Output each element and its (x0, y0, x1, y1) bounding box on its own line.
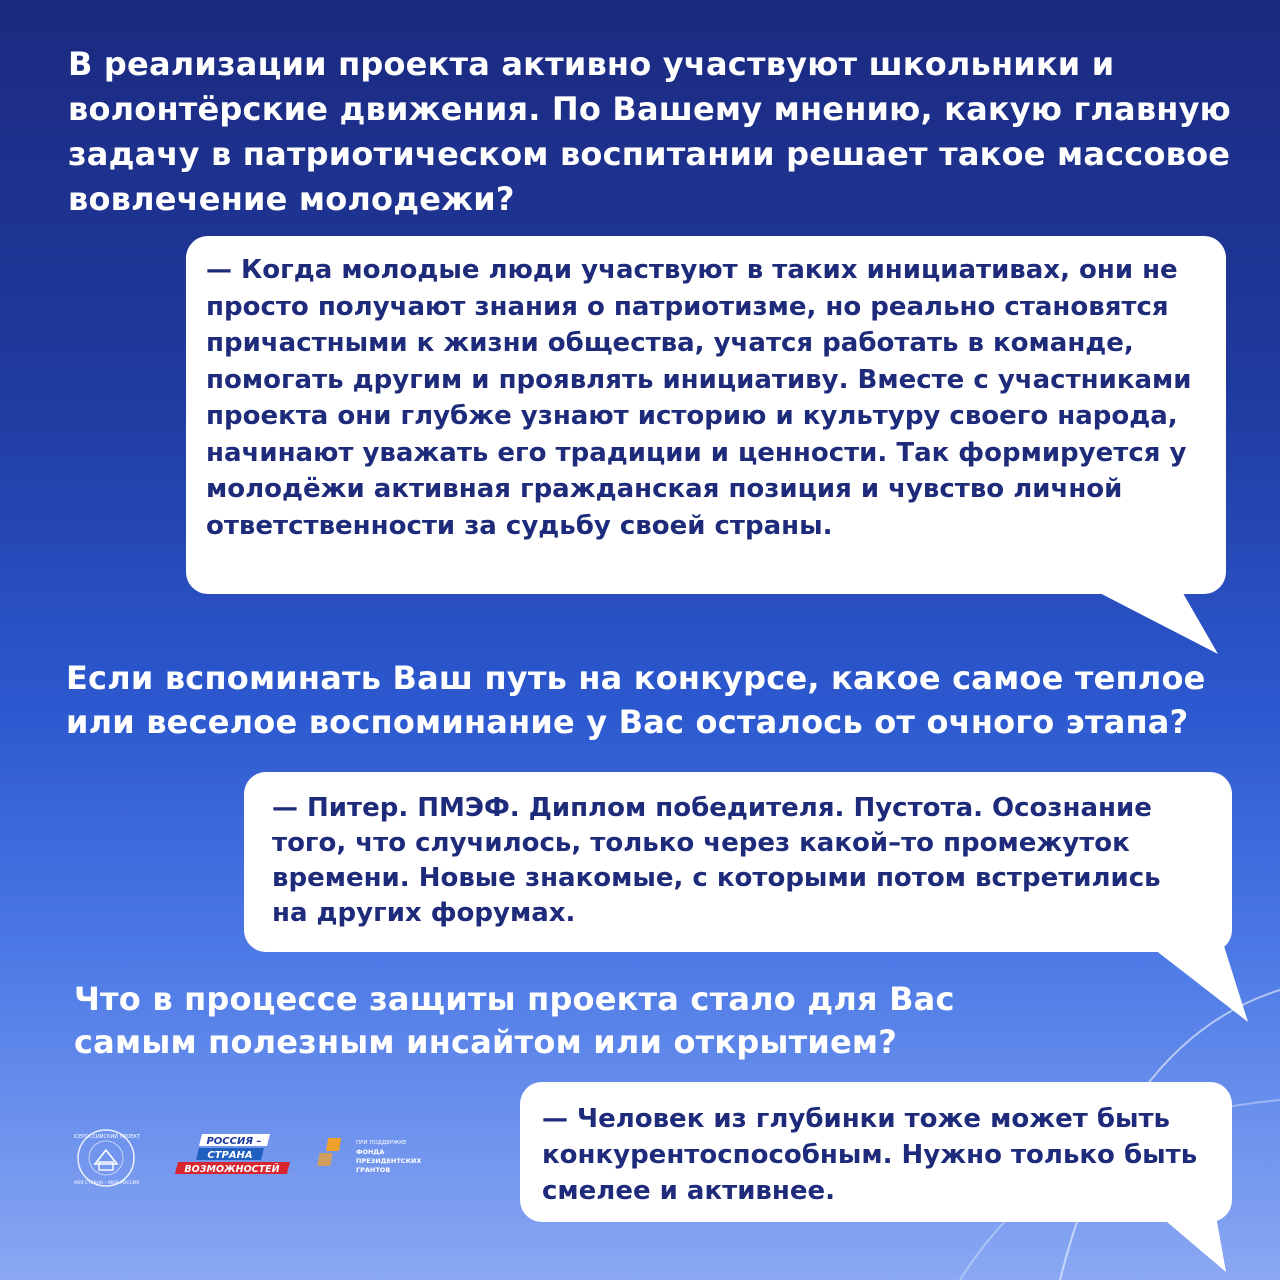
project-ring-bottom: МОЯ СТРАНА – МОЯ РОССИЯ (74, 1181, 140, 1186)
answer-bubble-2-tail (1150, 946, 1250, 1026)
answer-bubble-3 (520, 1082, 1232, 1222)
answer-1-text: — Когда молодые люди участвуют в таких инициативах, они не просто получают знания о патриотизме, но реально становятся причастными к жизни общества, учатся работать в команде, помогать другим и проявлять инициативу. Вместе с участниками проекта они глубже узнают историю и культуру своего народа, начинают уважать его традиции и ценности. Так формируется у молодёжи активная гражданская позиция и чувство личной ответственности за судьбу своей страны. (206, 255, 1192, 541)
grants-line-3: ПРЕЗИДЕНТСКИХ (356, 1157, 422, 1165)
answer-bubble-2 (244, 772, 1232, 952)
project-emblem-logo (74, 1130, 141, 1186)
answer-bubble-1 (186, 236, 1226, 594)
project-ring-top: ВСЕРОССИЙСКИЙ ПРОЕКТ (74, 1134, 141, 1140)
partner-logos (74, 1128, 454, 1188)
grants-line-1: ПРИ ПОДДЕРЖКЕ (356, 1140, 407, 1146)
answer-bubble-3-tail (1160, 1216, 1230, 1276)
grants-line-2: ФОНДА (356, 1148, 385, 1156)
rsv-line-2: СТРАНА (207, 1150, 253, 1161)
grants-line-4: ГРАНТОВ (356, 1166, 391, 1174)
answer-3-text: — Человек из глубинки тоже может быть конкурентоспособным. Нужно только быть смелее и активнее. (542, 1104, 1198, 1206)
answer-2-text: — Питер. ПМЭФ. Диплом победителя. Пустота. Осознание того, что случилось, только через какой–то промежуток времени. Новые знакомые, с которыми потом встретились на других форумах. (272, 793, 1161, 928)
logo-strip (74, 1128, 454, 1188)
answer-bubble-1-tail (1090, 588, 1220, 658)
rsv-line-3: ВОЗМОЖНОСТЕЙ (184, 1164, 280, 1175)
rsv-line-1: РОССИЯ – (206, 1136, 262, 1147)
grants-fund-logo (317, 1138, 421, 1174)
rsv-logo (175, 1134, 290, 1175)
question-2: Если вспоминать Ваш путь на конкурсе, какое самое теплое или веселое воспоминание у Вас осталось от очного этапа? (66, 659, 1206, 741)
question-3: Что в процессе защиты проекта стало для Вас самым полезным инсайтом или открытием? (74, 980, 955, 1061)
question-1: В реализации проекта активно участвуют школьники и волонтёрские движения. По Вашему мнению, какую главную задачу в патриотическом воспитании решает такое массовое вовлечение молодежи? (68, 45, 1231, 218)
